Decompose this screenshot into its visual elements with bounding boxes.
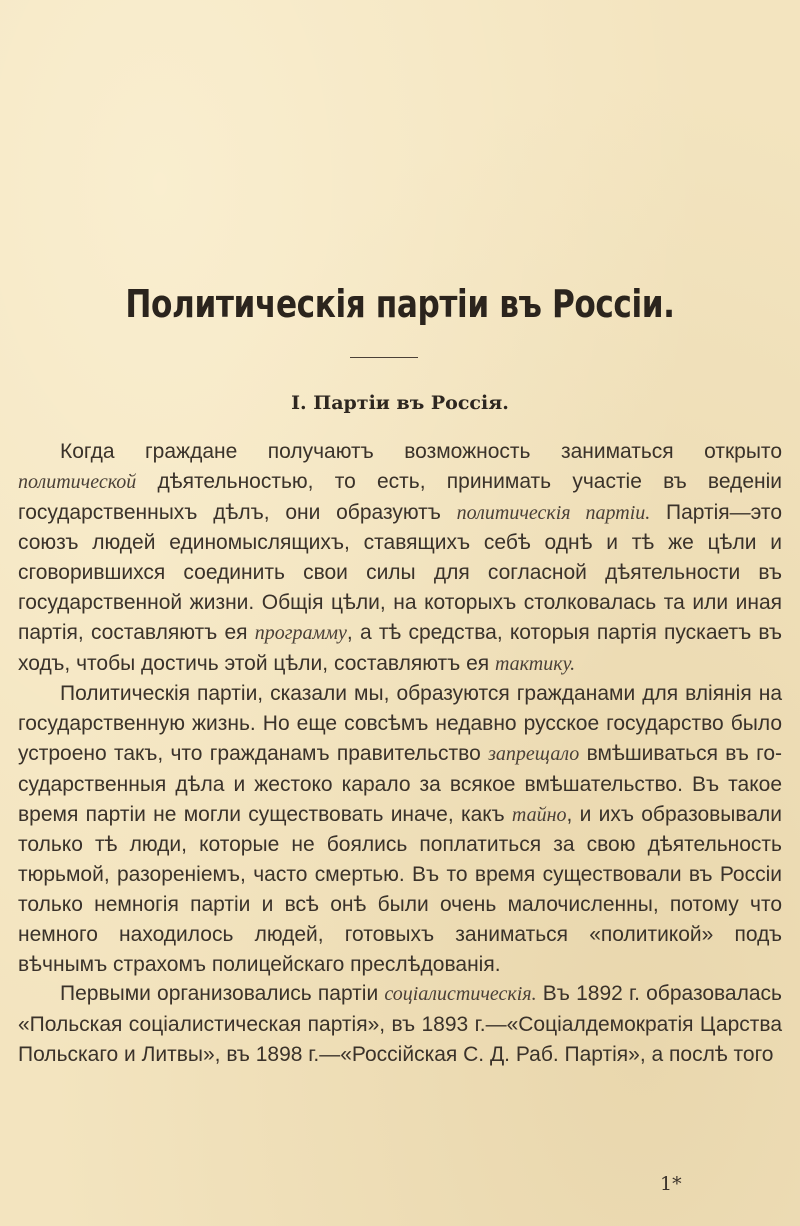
emphasis-text: политическія партіи.: [456, 501, 651, 524]
body-text: [18, 437, 782, 1070]
paragraph: [18, 437, 782, 679]
emphasis-text: соціалистическія.: [384, 983, 537, 1006]
text-run: Политическія партіи, сказали мы, образуются гражданами для вліянія на государственную жизнь. Но еще совсѣмъ недавно русское государство было устроено такъ, что гражданамъ правительство: [18, 682, 782, 765]
emphasis-text: тактику.: [494, 652, 576, 675]
text-run: Партія—это союзъ людей единомыслящихъ, ставящихъ себѣ однѣ и тѣ же цѣли и сговорившихся соединить свои силы для согласной дѣятельности въ государственной жизни. Общія цѣли, на которыхъ столковалась та или иная партія, составляютъ ея: [18, 500, 782, 644]
page-title: Политическія партіи въ Россіи.: [125, 282, 675, 326]
section-heading: I. Партіи въ Россія.: [291, 392, 509, 414]
text-run: дѣятельностью, то есть, принимать участіе въ веденіи государственныхъ дѣлъ, они образуютъ: [18, 469, 782, 524]
text-run: Въ 1892 г. образовалась «Польская соціалистическая партія», въ 1893 г.—«Соціалдемократія Царства Польскаго и Литвы», въ 1898 г.—«Россійская С. Д. Раб. Партія», а послѣ того: [18, 982, 782, 1066]
emphasis-text: запрещало: [488, 742, 580, 765]
emphasis-text: программу: [254, 621, 347, 644]
emphasis-text: тайно: [511, 803, 567, 826]
text-run: Когда граждане получаютъ возможность заниматься открыто: [60, 440, 782, 463]
paragraph: [18, 679, 782, 979]
text-run: Первыми организовались партіи: [60, 982, 385, 1006]
title-divider: [350, 357, 418, 358]
text-run: , и ихъ образовывали только тѣ люди, которые не боялись поплатиться за свою дѣятельность тюрьмой, разореніемъ, часто смертью. Въ то время существовали въ Россіи только немногія партіи и всѣ онѣ были очень малочисленны, потому что немного находилось людей, готовыхъ заниматься «политикой» подъ вѣчнымъ страхомъ полицейскаго преслѣдованія.: [18, 802, 782, 976]
paragraph: [18, 979, 782, 1069]
text-run: , а тѣ средства, которыя партія пускаетъ въ ходъ, чтобы достичь этой цѣли, составляютъ ея: [18, 620, 783, 675]
text-run: вмѣшиваться въ государственныя дѣла и жестоко карало за всякое вмѣшательство. Въ такое время партіи не могли существовать иначе, какъ: [18, 741, 782, 826]
page-number: 1*: [660, 1173, 682, 1195]
emphasis-text: политической: [18, 470, 137, 493]
